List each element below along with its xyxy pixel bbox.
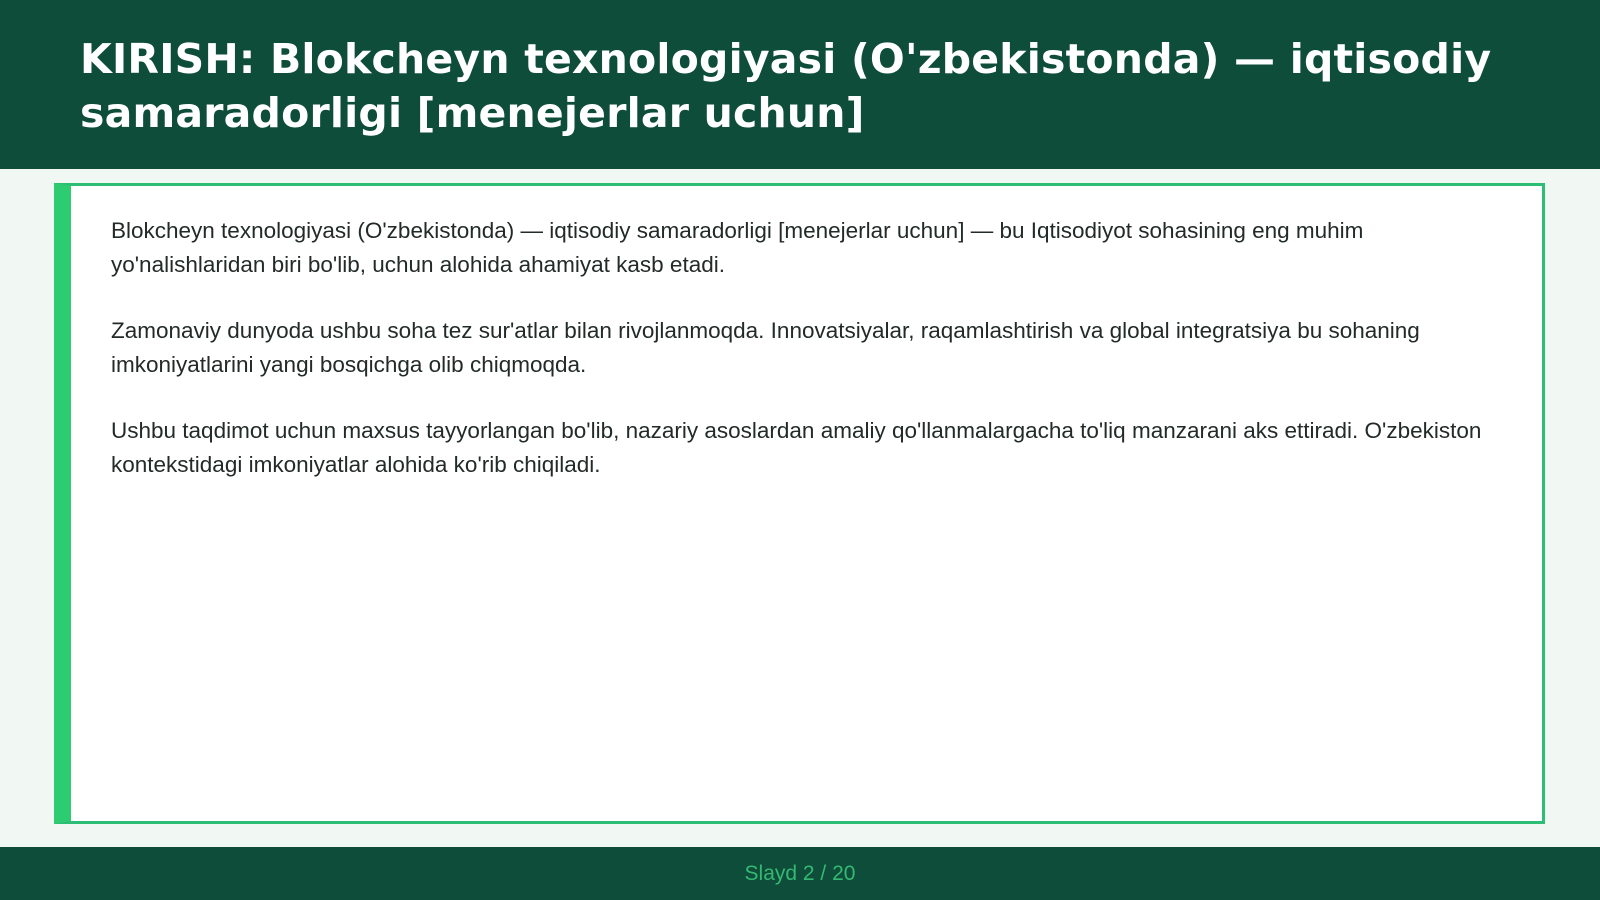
slide-title: KIRISH: Blokcheyn texnologiyasi (O'zbekistonda) — iqtisodiy samaradorligi [menejerlar uchun] [80,35,1492,137]
intro-paragraph: Blokcheyn texnologiyasi (O'zbekistonda) — iqtisodiy samaradorligi [menejerlar uchun] — bu Iqtisodiyot sohasining eng muhim yo'nalishlaridan biri bo'lib, uchun alohida ahamiyat kasb etadi. [111,218,1364,277]
slide-header [0,0,1600,169]
context-paragraph: Zamonaviy dunyoda ushbu soha tez sur'atlar bilan rivojlanmoqda. Innovatsiyalar, raqamlashtirish va global integratsiya bu sohaning imkoniyatlarini yangi bosqichga olib chiqmoqda. [111,318,1420,377]
slide-footer [0,847,1600,900]
purpose-paragraph: Ushbu taqdimot uchun maxsus tayyorlangan bo'lib, nazariy asoslardan amaliy qo'llanmalargacha to'liq manzarani aks ettiradi. O'zbekiston kontekstidagi imkoniyatlar alohida ko'rib chiqiladi. [111,418,1482,477]
content-card [54,183,1545,824]
slide-number: Slayd 2 / 20 [744,862,856,885]
